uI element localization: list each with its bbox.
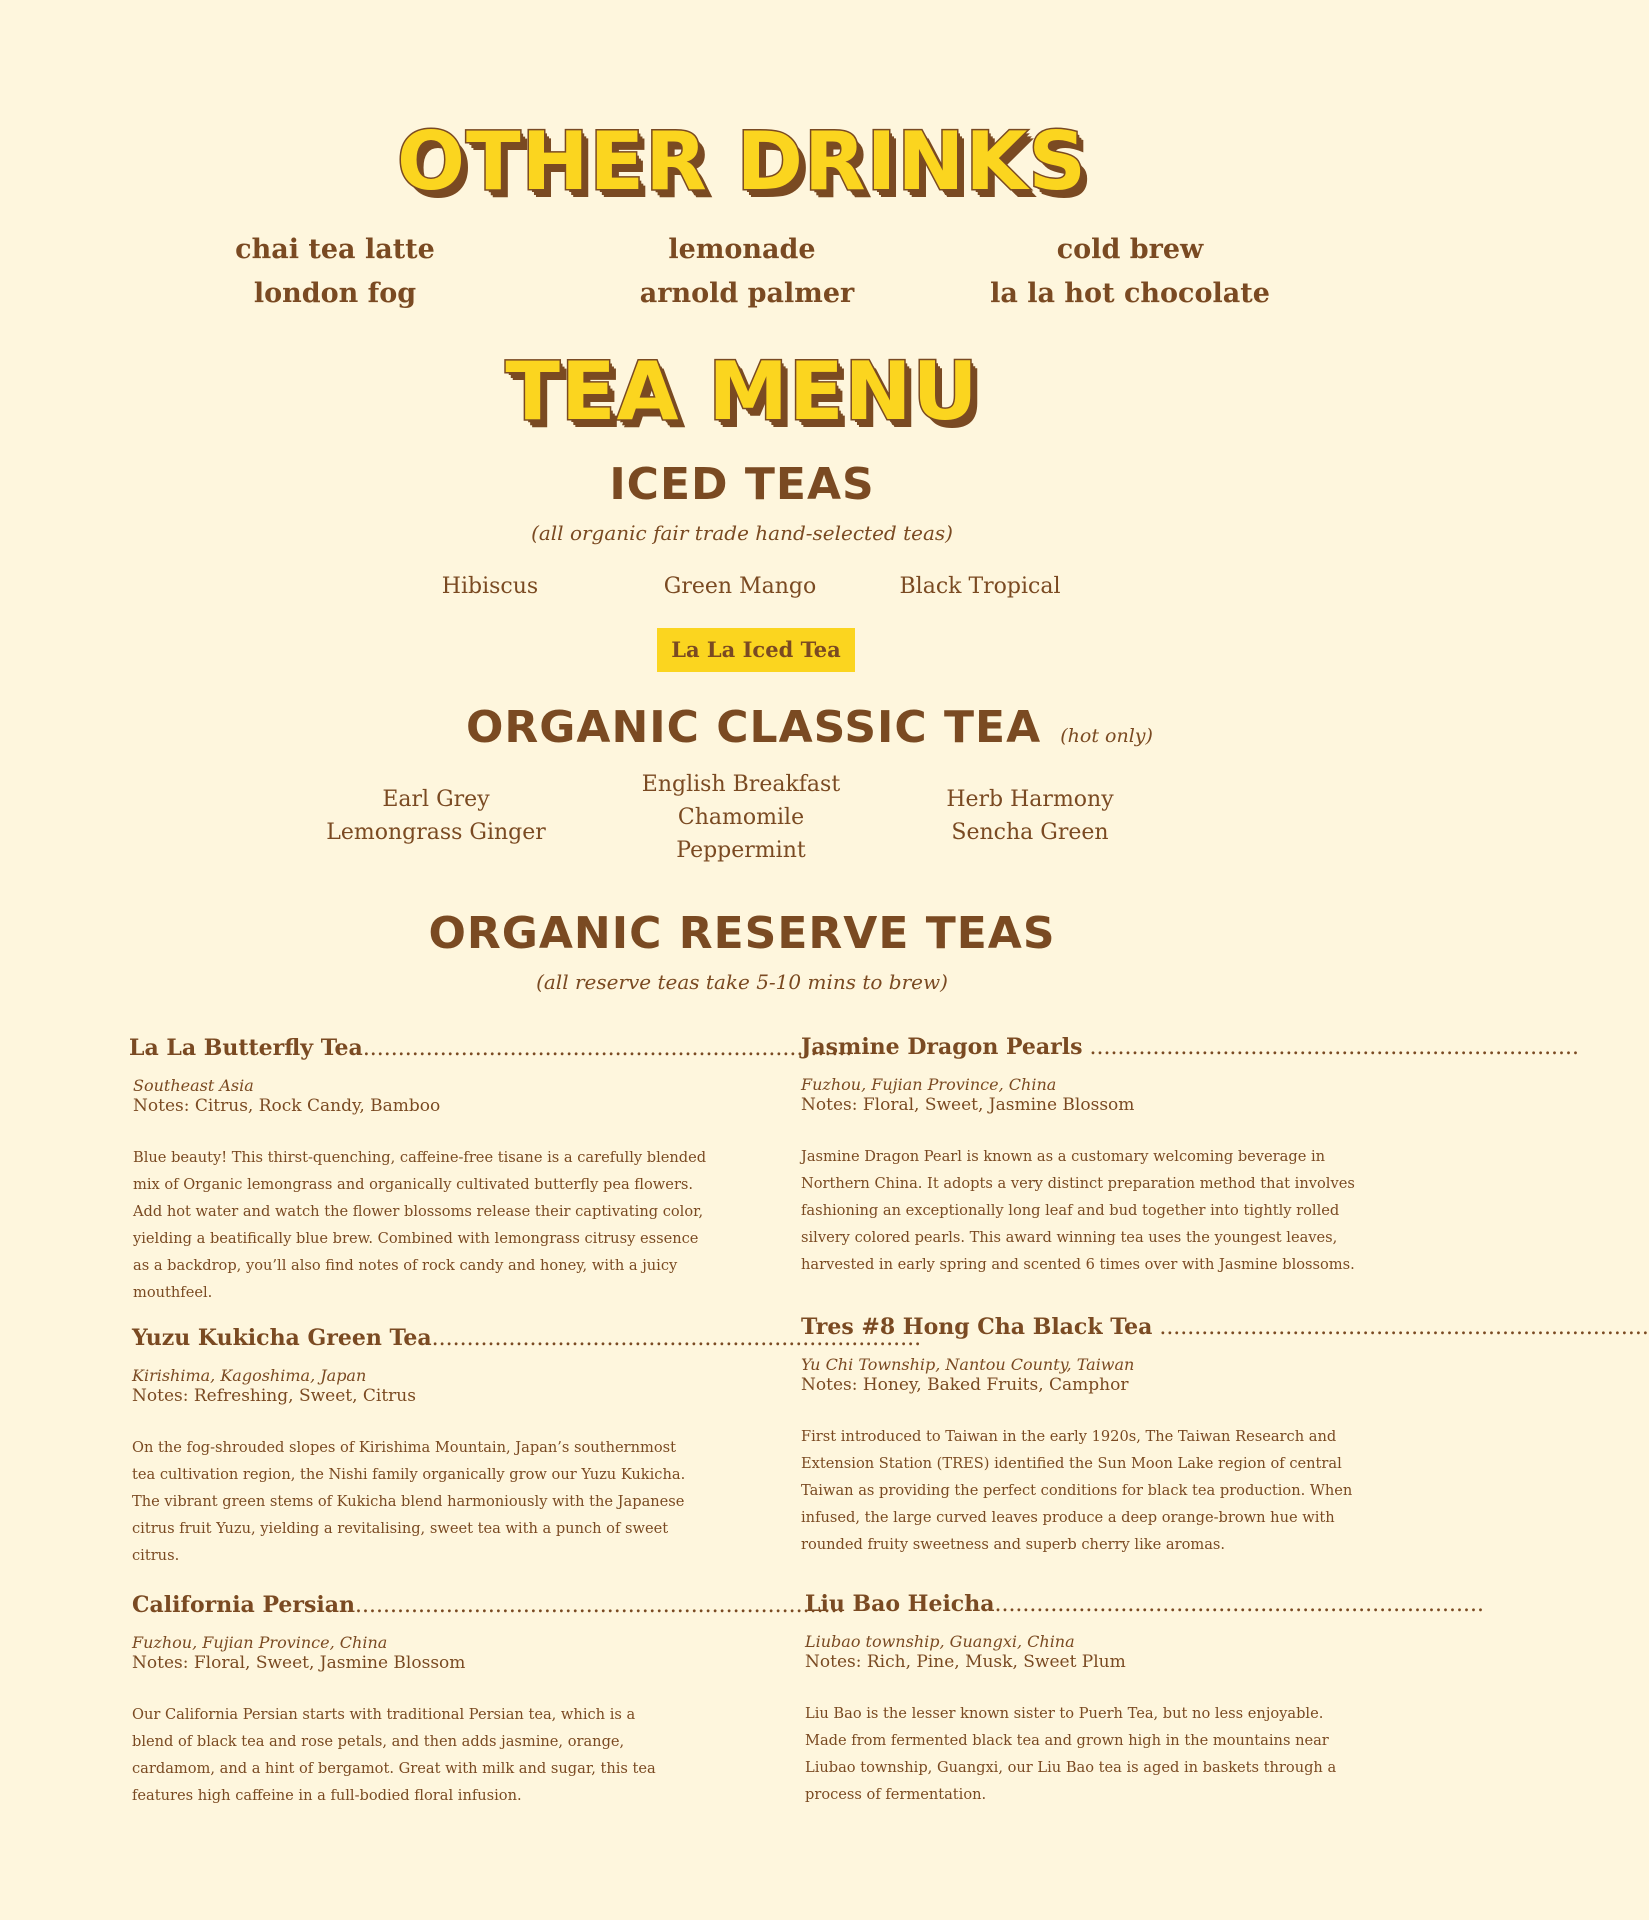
reserve-tea-item (801, 1034, 1580, 1278)
reserve-tea-item (129, 1035, 853, 1306)
tea-notes: Notes: Rich, Pine, Musk, Sweet Plum (805, 1652, 1126, 1672)
reserve-tea-title (801, 1314, 1649, 1340)
reserve-tea-item (132, 1592, 845, 1809)
classic-tea-item: Earl Grey (382, 787, 490, 812)
classic-tea-heading: ORGANIC CLASSIC TEA (466, 702, 1042, 753)
classic-tea-column-2 (616, 768, 866, 867)
tea-name: Liu Bao Heicha (805, 1591, 995, 1617)
tea-name: Jasmine Dragon Pearls (801, 1034, 1083, 1060)
iced-tea-item: Green Mango (663, 574, 817, 599)
tea-description: First introduced to Taiwan in the early 1920s, The Taiwan Research and Extension Station (TRES) identified the Sun Moon Lake region of central Taiwan as providing the perfect conditions for black tea production. When infused, the large curved leaves produce a deep orange-brown hue with rounded fruity sweetness and superb cherry like aromas. (801, 1428, 1353, 1554)
tea-origin: Fuzhou, Fujian Province, China (132, 1633, 388, 1652)
iced-tea-item: Black Tropical (899, 574, 1061, 599)
drink-item: la la hot chocolate (990, 278, 1270, 309)
tea-origin: Southeast Asia (133, 1076, 254, 1095)
tea-description: Blue beauty! This thirst-quenching, caffeine-free tisane is a carefully blended mix of Organic lemongrass and organically cultivated butterfly pea flowers. Add hot water and watch the flower blossoms release their captivating color, yielding a beatifically blue brew. Combined with lemongrass citrusy essence as a backdrop, you’ll also find notes of rock candy and honey, with a juicy mouthfeel. (133, 1149, 707, 1302)
reserve-tea-item (805, 1591, 1484, 1808)
reserve-teas-note: (all reserve teas take 5-10 mins to brew) (536, 970, 948, 994)
leader-dots: ...................................................................... (431, 1326, 922, 1351)
iced-teas-note: (all organic fair trade hand-selected teas) (531, 521, 953, 545)
tea-description: Liu Bao is the lesser known sister to Puerh Tea, but no less enjoyable. Made from fermented black tea and grown high in the mountains near Liubao township, Guangxi, our Liu Bao tea is aged in baskets through a process of fermentation. (805, 1705, 1337, 1804)
drink-item: arnold palmer (639, 278, 855, 309)
classic-tea-item: English Breakfast (641, 772, 841, 797)
tea-description: Our California Persian starts with traditional Persian tea, which is a blend of black tea and rose petals, and then adds jasmine, orange, cardamom, and a hint of bergamot. Great with milk and sugar, this tea features high caffeine in a full-bodied floral infusion. (132, 1706, 656, 1805)
classic-tea-item: Peppermint (676, 838, 806, 863)
tea-description: On the fog-shrouded slopes of Kirishima Mountain, Japan’s southernmost tea cultivation region, the Nishi family organically grow our Yuzu Kukicha. The vibrant green stems of Kukicha blend harmoniously with the Japanese citrus fruit Yuzu, yielding a revitalising, sweet tea with a punch of sweet citrus. (132, 1439, 686, 1565)
tea-notes: Notes: Refreshing, Sweet, Citrus (132, 1386, 416, 1406)
tea-notes: Notes: Citrus, Rock Candy, Bamboo (133, 1096, 441, 1116)
reserve-tea-title (129, 1035, 853, 1061)
reserve-tea-item (132, 1325, 922, 1569)
tea-name: California Persian (132, 1592, 356, 1618)
leader-dots: ...................................................................... (1082, 1035, 1580, 1060)
classic-tea-header (466, 702, 1153, 753)
tea-origin: Liubao township, Guangxi, China (805, 1632, 1075, 1651)
tea-origin: Fuzhou, Fujian Province, China (801, 1075, 1057, 1094)
reserve-tea-title (801, 1034, 1580, 1060)
leader-dots: ...................................................................... (994, 1592, 1484, 1617)
tea-name: Tres #8 Hong Cha Black Tea (801, 1314, 1153, 1340)
tea-notes: Notes: Honey, Baked Fruits, Camphor (801, 1375, 1129, 1395)
tea-notes: Notes: Floral, Sweet, Jasmine Blossom (132, 1653, 466, 1673)
other-drinks-heading: OTHER DRINKS (397, 115, 1087, 208)
tea-menu-heading: TEA MENU (505, 345, 979, 438)
drink-item: chai tea latte (235, 234, 435, 265)
featured-iced-tea-badge: La La Iced Tea (657, 628, 855, 672)
classic-tea-column-3 (920, 783, 1140, 849)
leader-dots: ...................................................................... (362, 1036, 853, 1061)
tea-origin: Kirishima, Kagoshima, Japan (132, 1366, 367, 1385)
drink-item: london fog (253, 278, 417, 309)
classic-tea-column-1 (316, 783, 556, 849)
drink-item: lemonade (668, 234, 816, 265)
drink-item: cold brew (1056, 234, 1204, 265)
reserve-tea-title (132, 1325, 922, 1351)
classic-tea-item: Lemongrass Ginger (326, 820, 546, 845)
reserve-tea-title (805, 1591, 1484, 1617)
tea-notes: Notes: Floral, Sweet, Jasmine Blossom (801, 1095, 1135, 1115)
iced-teas-heading: ICED TEAS (609, 459, 875, 510)
leader-dots: ...................................................................... (355, 1593, 845, 1618)
iced-tea-item: Hibiscus (441, 574, 539, 599)
tea-description: Jasmine Dragon Pearl is known as a customary welcoming beverage in Northern China. It adopts a very distinct preparation method that involves fashioning an exceptionally long leaf and bud together into tightly rolled silvery colored pearls. This award winning tea uses the youngest leaves, harvested in early spring and scented 6 times over with Jasmine blossoms. (801, 1148, 1355, 1274)
tea-origin: Yu Chi Township, Nantou County, Taiwan (801, 1355, 1135, 1374)
classic-tea-item: Chamomile (677, 805, 805, 830)
classic-tea-item: Herb Harmony (946, 787, 1114, 812)
tea-name: Yuzu Kukicha Green Tea (132, 1325, 432, 1351)
reserve-tea-item (801, 1314, 1649, 1558)
reserve-tea-title (132, 1592, 845, 1618)
classic-tea-item: Sencha Green (951, 820, 1109, 845)
leader-dots: ...................................................................... (1152, 1315, 1649, 1340)
reserve-teas-heading: ORGANIC RESERVE TEAS (428, 908, 1056, 959)
tea-name: La La Butterfly Tea (129, 1035, 363, 1061)
classic-tea-note: (hot only) (1060, 725, 1153, 747)
